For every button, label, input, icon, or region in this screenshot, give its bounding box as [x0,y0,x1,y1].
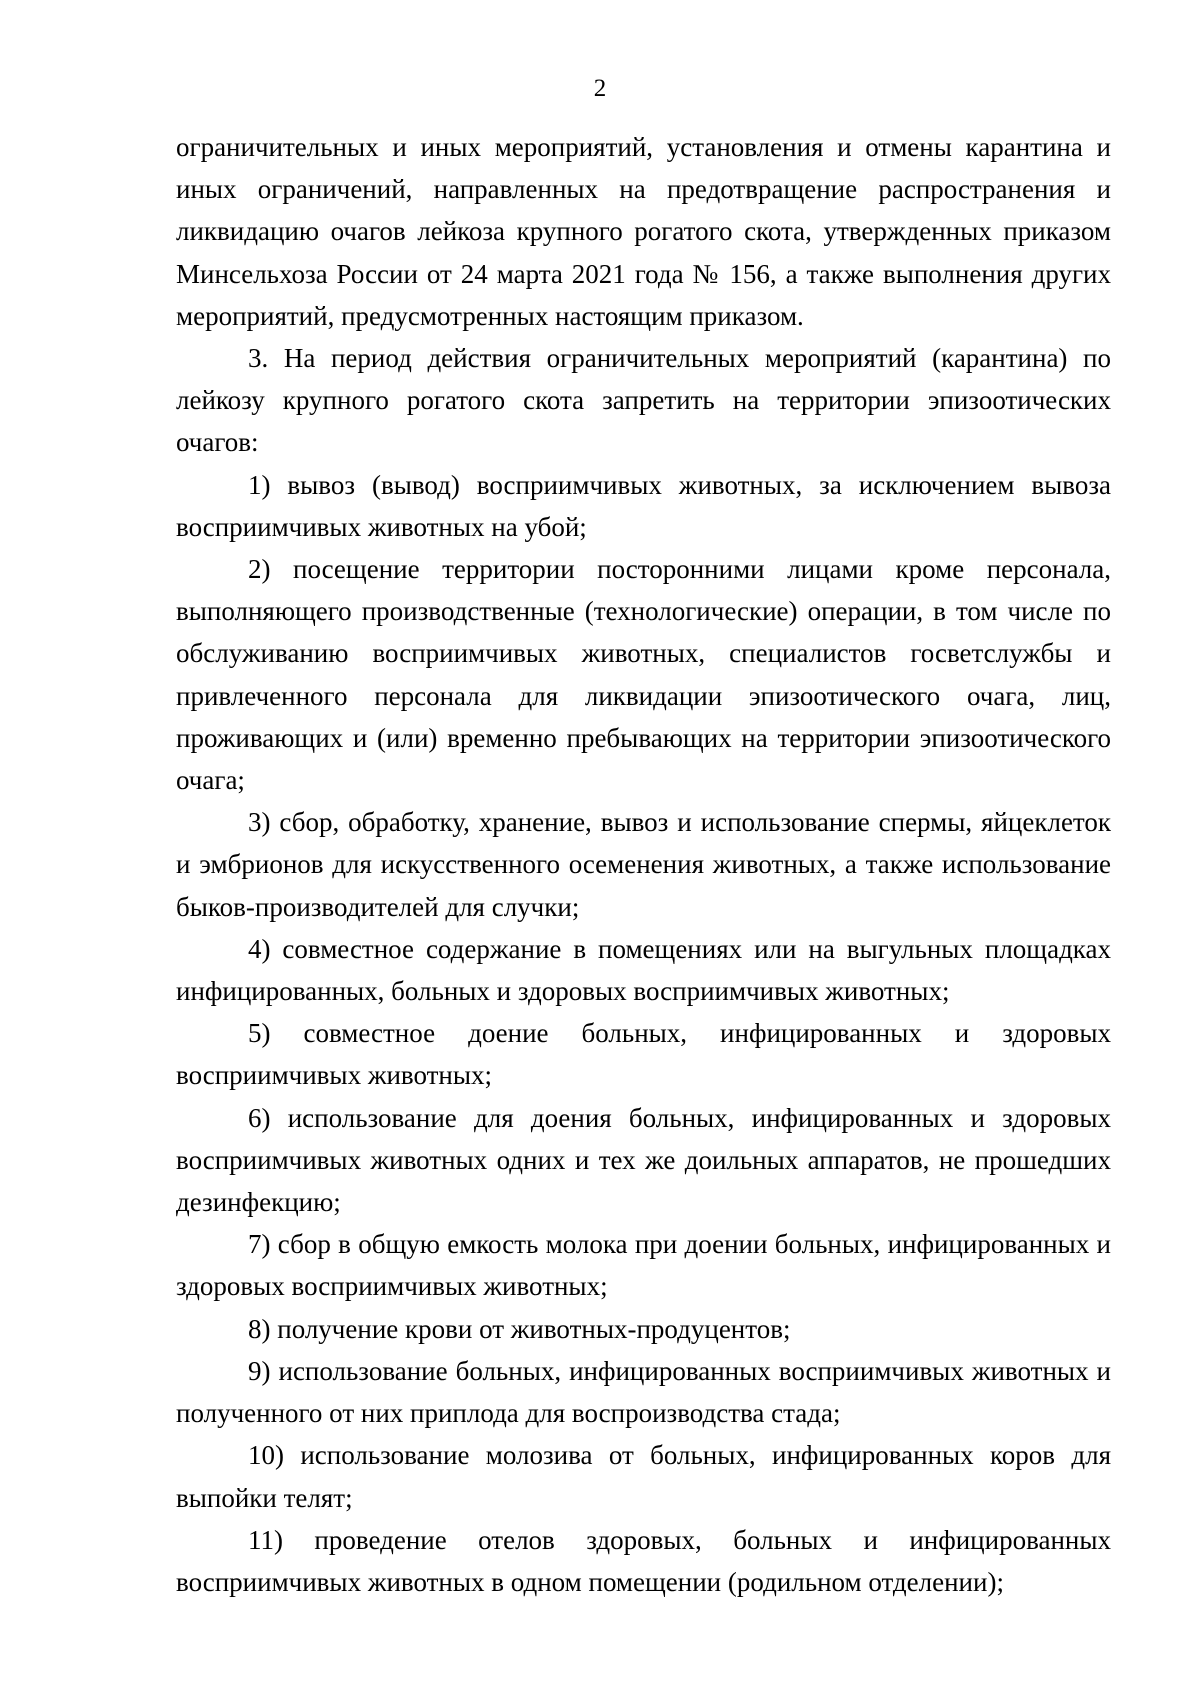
list-item-10: 10) использование молозива от больных, инфицированных коров для выпойки телят; [176,1440,1111,1513]
list-item-6: 6) использование для доения больных, инфицированных и здоровых восприимчивых животных одних и тех же доильных аппаратов, не прошедших дезинфекцию; [176,1102,1111,1218]
list-item-11: 11) проведение отелов здоровых, больных и инфицированных восприимчивых животных в одном помещении (родильном отделении); [176,1524,1111,1597]
page-number: 2 [593,75,607,102]
list-item-2: 2) посещение территории посторонними лицами кроме персонала, выполняющего производственные (технологические) операции, в том числе по обслуживанию восприимчивых животных, специалистов госветслужбы и привлеченного персонала для ликвидации эпизоотического очага, лиц, проживающих и (или) временно пребывающих на территории эпизоотического очага; [176,554,1111,796]
paragraph-continuation: ограничительных и иных мероприятий, установления и отмены карантина и иных ограничений, направленных на предотвращение распространения и ликвидацию очагов лейкоза крупного рогатого скота, утвержденных приказом Минсельхоза России от 24 марта 2021 года № 156, а также выполнения других мероприятий, предусмотренных настоящим приказом. [176,132,1111,331]
paragraph-item-3: 3. На период действия ограничительных мероприятий (карантина) по лейкозу крупного рогатого скота запретить на территории эпизоотических очагов: [176,343,1111,458]
list-item-5: 5) совместное доение больных, инфицированных и здоровых восприимчивых животных; [176,1018,1111,1091]
list-item-1: 1) вывоз (вывод) восприимчивых животных, за исключением вывоза восприимчивых животных на убой; [176,469,1111,542]
list-item-3: 3) сбор, обработку, хранение, вывоз и использование спермы, яйцеклеток и эмбрионов для искусственного осеменения животных, а также использование быков-производителей для случки; [176,807,1111,922]
document-body [176,126,1111,1603]
list-item-7: 7) сбор в общую емкость молока при доении больных, инфицированных и здоровых восприимчивых животных; [176,1229,1111,1302]
list-item-8: 8) получение крови от животных-продуцентов; [248,1313,791,1344]
list-item-4: 4) совместное содержание в помещениях или на выгульных площадках инфицированных, больных и здоровых восприимчивых животных; [176,933,1111,1007]
list-item-9: 9) использование больных, инфицированных восприимчивых животных и полученного от них приплода для воспроизводства стада; [176,1355,1111,1429]
